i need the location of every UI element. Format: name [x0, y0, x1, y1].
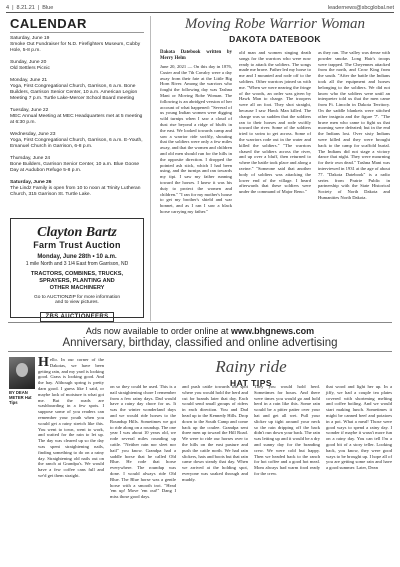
calendar-entry	[10, 108, 144, 126]
auction-ad[interactable]	[10, 218, 144, 318]
banner-prefix: Ads now available to order online at	[85, 326, 229, 336]
ad-item: TRACTORS, COMBINES, TRUCKS,	[30, 271, 124, 277]
calendar-entry-date: Thursday, June 24	[10, 156, 51, 161]
calendar-entry-date: Saturday, June 19	[10, 36, 50, 41]
site-email[interactable]: leadernews@sbcglobal.net	[327, 4, 394, 11]
page-number: 4	[6, 4, 10, 11]
auctioneer-logo: ZBS AUCTIONEERS	[40, 312, 113, 322]
calendar-entry-date: Saturday, June 26	[10, 180, 52, 185]
section-name: Blue	[42, 4, 54, 11]
moving-robe-header	[160, 16, 390, 44]
calendar-entry-body: Yoga, First Congregational Church, Garrison, 6 a.m. E-Youth, Emanuel Church in Garrison, 6-8 p.m.	[10, 138, 143, 149]
column-text: They you would hold herd. Sometimes for hours. And there were times you would go and hold herd in a rain like this. Some rain would be a pitter patter over your hat and get all wet. Pull your slicker up tight around your neck so the rain dripping off the back didn't run down your back. The rain was letting up and it would be a dry and sunny day for the branding crew. We were cold but happy. Then we headed back to the ranch for hot coffee and a good hot meal. Mom always had warm food ready for the crew.	[254, 384, 320, 476]
calendar-entry-date: Tuesday, June 22	[10, 108, 49, 113]
calendar-entry-body: Smoke Out Fundraiser for N.D. Firefighters Museum, Cubby Hole, 5-8 p.m.	[10, 42, 141, 53]
ad-item: OTHER MACHINERY	[49, 285, 105, 291]
ad-subtitle: Farm Trust Auction	[33, 240, 121, 250]
column-kicker: HAT TIPS	[229, 378, 273, 388]
article-title: Moving Robe Warrior Woman	[184, 16, 366, 32]
calendar-entry	[10, 78, 144, 102]
calendar-entry	[10, 60, 144, 72]
calendar-entry	[10, 180, 144, 198]
article-kicker: DAKOTA DATEBOOK	[229, 34, 321, 44]
calendar-entry-date: Sunday, June 20	[10, 60, 47, 65]
ad-date: Monday, June 28th • 10 a.m.	[37, 254, 117, 260]
column-text: ello. In our corner of the Dakotas, we have been getting rain, and my yard is looking good. Grass is looking good. And the hay. Although spring is pretty darn good. I guess like I said, or maybe lack of moisture is what got me. But the roads are washboarding in a few spots. I suppose some of you readers can remember your youth when you would get a rainy stretch like this. You went to town, went to work, and waited for the rain to let up. The day was cleared up so the day was spent straightening nails, finding something to do on a rainy day. Straightening old nails out on the ranch at Grandpa's. We would have a few coffee cans full and we'd get them straight.	[38, 357, 104, 478]
article-column	[239, 50, 311, 195]
calendar-entry	[10, 156, 144, 174]
calendar-section	[10, 16, 144, 204]
article-byline: Dakota Datebook written by Merry Helm	[160, 50, 232, 61]
article-text: as they ran. The valley was dense with powder smoke. Long Hair's troops were trapped. The Cheyennes attacked from the north, and Crow King from the south. "After the battle the Indians took all the equipment and horses belonging to the soldiers. We did not know who the soldiers were until an interpreter told us that the men came from Ft. Lincoln in Dakota Territory. On the saddle blankets were stitched other insignia and the figure '7'. "The brave men who came to fight us that morning were defeated; but in the end the Indians lost. Over sixty Indians were killed and they were brought back to the camp for scaffold burial. The Indians did not stage a victory dance that night. They were mourning for their own dead." Tashna Mani was interviewed in 1931 at the age of about 77. "Dakota Datebook" is a radio series from Prairie Public in partnership with the State Historical Society of North Dakota and Humanities North Dakota.	[318, 50, 390, 200]
column-text-block	[38, 357, 104, 479]
ad-info: Go to AUCTIONZIP for more information	[33, 295, 121, 300]
article-column	[318, 50, 390, 201]
column-text: on so they could be used. This is a nail straightening chore I remember from a few rainy days. Dad would have a rainy day chore for us. It was the winter wonderland days and we would ride horses to the Roundup Hills. Sometimes we got to ride along on a roundup. The one year I was about 10 years old, we rode several miles rounding up cattle. "Neither rain nor sleet nor hail" you know. Grandpa had a saddle horse that he called Old Blue. He rode that horse everywhere. The roundup was done. I would always ride Old Blue. The Blue horse was a gentle horse with a smooth trot. "Head 'em up! Move 'em out!" Dang I miss those good days.	[110, 384, 176, 500]
ad-info-2: and to view pictures.	[55, 300, 99, 305]
banner-line-1	[8, 326, 392, 336]
ad-item: SPRAYERS, PLANTING AND	[39, 278, 115, 284]
calendar-entry-body: MEC Annual Meeting at MEC Headquarters met at 5 meeting at 6:30 p.m.	[10, 114, 143, 125]
column-text-block	[254, 384, 320, 477]
calendar-entry-body: The Lindz Family is open from 10 to noon at Trinity Lutheran Church, 315 Garrison St. Turtle Lake.	[10, 186, 141, 197]
page-header: 4 | 8.21.21 | Blue leadernews@sbcglobal.net	[6, 3, 394, 13]
calendar-entry	[10, 36, 144, 54]
calendar-entry-date: Monday, June 21	[10, 78, 48, 83]
column-text-block	[110, 384, 176, 500]
drop-cap: H	[38, 355, 49, 370]
calendar-entry-body: Bone Builders, Garrison Senior Center, 10 a.m. Blue Goose Day at Audubon Refuge 5-8 p.m.	[10, 162, 140, 173]
calendar-entry	[10, 132, 144, 150]
column-text: that wood and light her up. In a jiffy, we had a couple tea plates covered with shortening melting and coffee boiling. And we would start making lunch. Sometimes it might be canned beef and potatoes in a pot. What a meal! Those were good ways to spend a rainy day. I wonder if maybe it wasn't more fun on a rainy day. You can tell I'm a good bit of a story teller. Looking back, you know, they were good ways to be brought up. I hope all of you are getting some rain and have a good summer. Later, Dean	[326, 384, 392, 471]
issue-date: 8.21.21	[16, 4, 35, 11]
column-divider	[150, 16, 151, 321]
calendar-entry-date: Wednesday, June 23	[10, 132, 56, 137]
calendar-entry-body: Old Settlers Picnic	[10, 66, 50, 71]
banner-url[interactable]: www.bhgnews.com	[230, 326, 315, 336]
ad-items	[11, 271, 143, 292]
banner-line-2: Anniversary, birthday, classified and online advertising	[62, 337, 338, 349]
author-credit: BY DEAN METER Hat Tips	[9, 390, 32, 405]
article-text: June 20, 2021 — On this day in 1876, Custer and the 7th Cavalry were a day away from their fate at the Little Big Horn River. Among the warriors who fought the following day was Tashna Mani or Moving Robe Woman. The following is an abridged version of her account of what happened: "Several of us young Indian women were digging wild turnips when I saw a cloud of dust rise beyond a ridge of bluffs in the east. We looked towards camp and saw a warrior ride swiftly, shouting that the soldiers were only a few miles away, and that the women and children and old men should run for the hills in the opposite direction. I dropped the pointed ash stick, which I had been using, and the turnips and ran towards my tipi. I saw my father running toward the horses. I knew it was his duty to protect the women and children." "I ran for my mother's house to get my brother's shield and war bonnet, and as I ran I saw a black horse carrying my father."	[160, 64, 232, 214]
ads-banner[interactable]	[8, 322, 392, 352]
author-photo	[9, 357, 35, 389]
ad-name: Clayton Bartz	[37, 225, 117, 240]
column-text-block	[326, 384, 392, 471]
column-text: and push cattle towards the spot where you would hold the herd and cut for brands later that day. Each would send small groups of riders in each direction. You and Dad head up to the Kennedy Hills. Drop down to the South Camp and come back up the coulee. Grandpa sent three men up toward the Hill Road. We were to ride our horses over to the hills on the east pasture and push the cattle north. We had rain slickers, hats and boots but that rain came down steady that day. When we arrived at the holding spot, everyone was soaked through and muddy.	[182, 384, 248, 482]
calendar-entry-body: Yoga, First Congregational Church, Garrison, 6 a.m. Bone Builders, Garrison Senior Center, 10 a.m. American Legion Meeting 7 p.m. Turtle Lake-Mercer School Board meeting	[10, 84, 138, 101]
ad-location: 1 mile North and 3 1/4 East from Garrison, ND	[25, 261, 129, 267]
article-column	[160, 50, 232, 215]
calendar-title: CALENDAR	[10, 16, 144, 33]
article-text: old man and women singing death songs for the warriors who were now ready to attack the soldiers. The songs made me brave. Father led my horse to me and I mounted and rode off to the soldiers. Other warriors joined us with me. "When we were nearing the fringe of the woods, an order was given by Hawk Man to charge. The troopers were all on foot. They shot straight, because I saw Hawk Man killed. The charge was so sudden that the soldiers ran to their horses and rode swiftly toward the river. Some of the soldiers tried to swim to get across. Some of the warriors rode out in the water and killed the soldiers." "The warriors chased the soldiers across the river, and up over a bluff, then returned to where the battle took place and along a ravine." "Someone said that another body of soldiers was attacking the lower end of the village. I heard afterwards that these soldiers were under the command of Major Reno."	[239, 50, 311, 195]
column-text-block	[182, 384, 248, 483]
column-title: Rainy ride	[215, 357, 287, 376]
